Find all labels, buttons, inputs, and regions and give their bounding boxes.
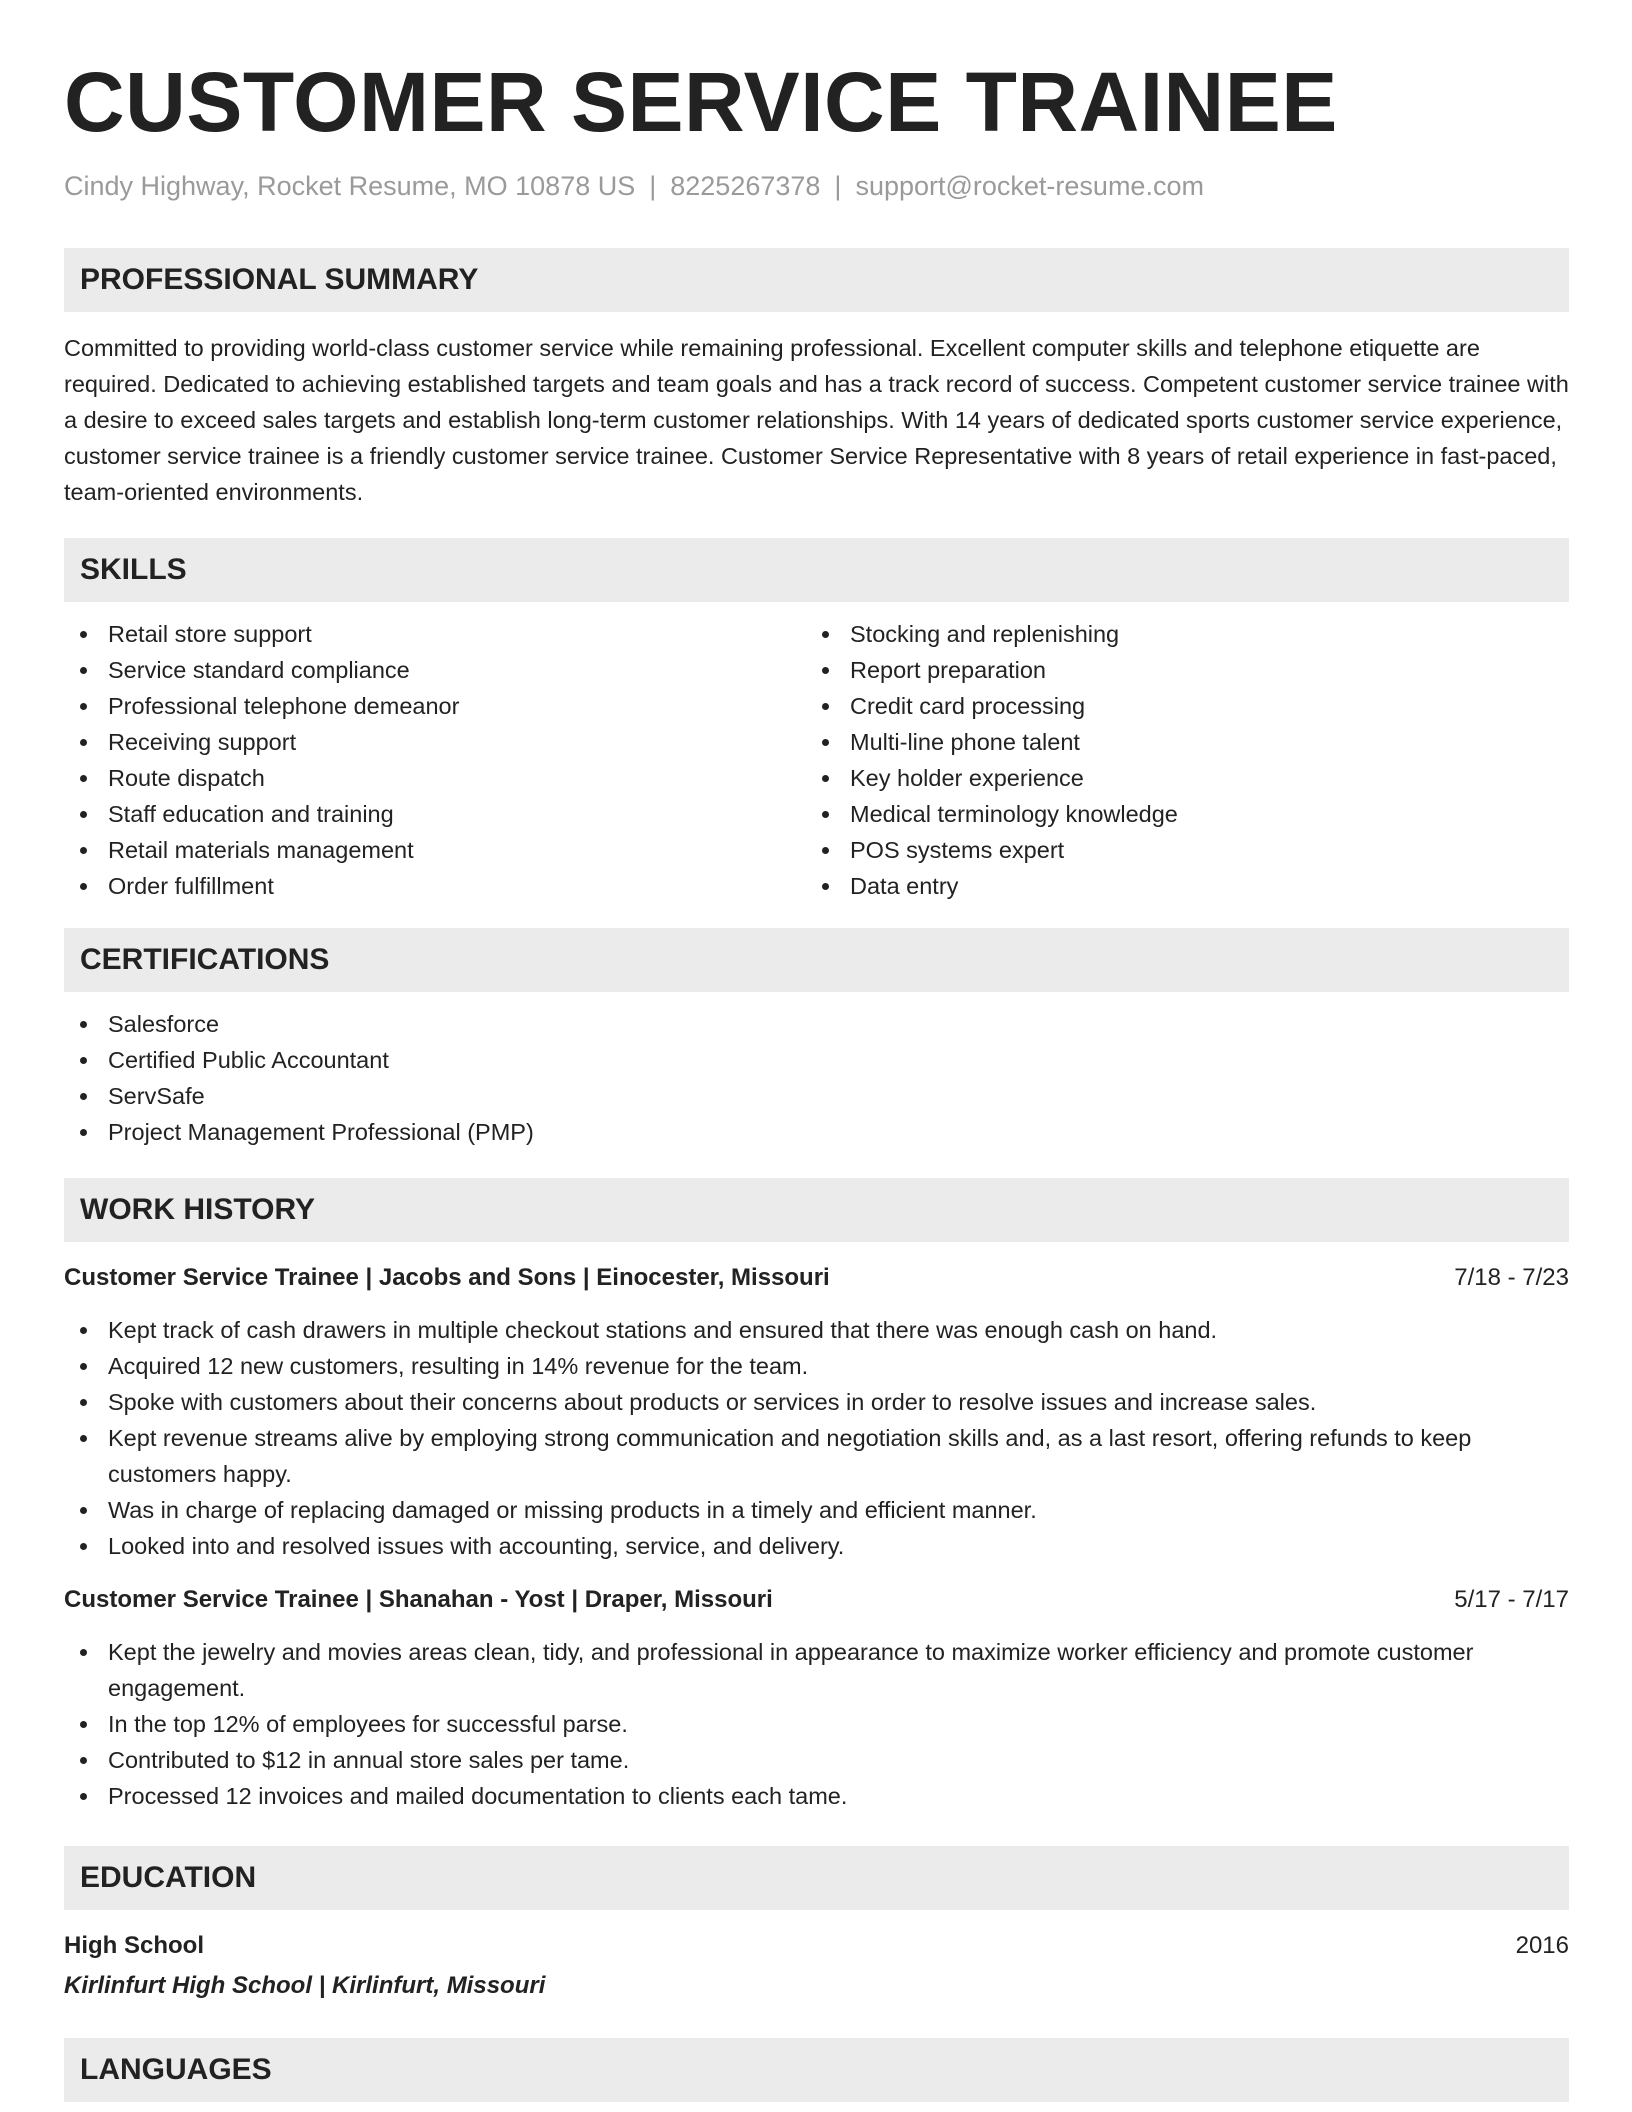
skill-item: Staff education and training xyxy=(64,796,806,832)
job-bullet: In the top 12% of employees for successful parse. xyxy=(64,1706,1569,1742)
education-degree: High School xyxy=(64,1932,204,1959)
certification-item: Certified Public Accountant xyxy=(64,1042,1569,1078)
education-header xyxy=(64,1928,1569,1964)
resume-page xyxy=(64,0,1569,2102)
contact-separator: | xyxy=(649,171,657,201)
skills-column-right xyxy=(806,616,1548,904)
skill-item: Report preparation xyxy=(806,652,1548,688)
skill-item: Professional telephone demeanor xyxy=(64,688,806,724)
education-year: 2016 xyxy=(1515,1932,1569,1959)
contact-line xyxy=(64,168,1569,204)
job-bullets xyxy=(64,1312,1569,1564)
contact-phone: 8225267378 xyxy=(670,171,821,201)
job-bullet: Spoke with customers about their concerns about products or services in order to resolve issues and increase sales. xyxy=(64,1384,1569,1420)
job-title: Customer Service Trainee | Shanahan - Yost | Draper, Missouri xyxy=(64,1586,773,1613)
job-bullets xyxy=(64,1634,1569,1814)
skill-item: Retail materials management xyxy=(64,832,806,868)
skills-list xyxy=(64,616,1569,904)
job-bullet: Kept track of cash drawers in multiple checkout stations and ensured that there was enough cash on hand. xyxy=(64,1312,1569,1348)
job-bullet: Kept the jewelry and movies areas clean, tidy, and professional in appearance to maximize worker efficiency and promote customer engagement. xyxy=(64,1634,1569,1706)
skill-item: Service standard compliance xyxy=(64,652,806,688)
contact-address: Cindy Highway, Rocket Resume, MO 10878 US xyxy=(64,171,636,201)
skill-item: Medical terminology knowledge xyxy=(806,796,1548,832)
certifications-list xyxy=(64,1006,1569,1150)
job-header xyxy=(64,1582,1569,1618)
contact-email: support@rocket-resume.com xyxy=(855,171,1204,201)
skill-item: Data entry xyxy=(806,868,1548,904)
certifications-section-header: CERTIFICATIONS xyxy=(64,928,1569,992)
job-dates: 5/17 - 7/17 xyxy=(1454,1586,1569,1613)
skill-item: Receiving support xyxy=(64,724,806,760)
skills-section-header: SKILLS xyxy=(64,538,1569,602)
job-bullet: Acquired 12 new customers, resulting in 14% revenue for the team. xyxy=(64,1348,1569,1384)
work-section-header: WORK HISTORY xyxy=(64,1178,1569,1242)
skill-item: Credit card processing xyxy=(806,688,1548,724)
education-section-header: EDUCATION xyxy=(64,1846,1569,1910)
skill-item: Multi-line phone talent xyxy=(806,724,1548,760)
job-entry xyxy=(64,1260,1569,1564)
job-bullet: Contributed to $12 in annual store sales per tame. xyxy=(64,1742,1569,1778)
job-title: Customer Service Trainee | Jacobs and Sons | Einocester, Missouri xyxy=(64,1264,830,1291)
skill-item: Key holder experience xyxy=(806,760,1548,796)
job-dates: 7/18 - 7/23 xyxy=(1454,1264,1569,1291)
certification-item: Project Management Professional (PMP) xyxy=(64,1114,1569,1150)
skill-item: Order fulfillment xyxy=(64,868,806,904)
job-entry xyxy=(64,1582,1569,1814)
skill-item: Stocking and replenishing xyxy=(806,616,1548,652)
summary-section-header: PROFESSIONAL SUMMARY xyxy=(64,248,1569,312)
skill-item: Route dispatch xyxy=(64,760,806,796)
job-bullet: Was in charge of replacing damaged or missing products in a timely and efficient manner. xyxy=(64,1492,1569,1528)
languages-section-header: LANGUAGES xyxy=(64,2038,1569,2102)
job-header xyxy=(64,1260,1569,1296)
skill-item: POS systems expert xyxy=(806,832,1548,868)
summary-text: Committed to providing world-class customer service while remaining professional. Excellent computer skills and telephone etiquette are required. Dedicated to achieving established targets and team goals and has a track record of success. Competent customer service trainee with a desire to exceed sales targets and establish long-term customer relationships. With 14 years of dedicated sports customer service experience, customer service trainee is a friendly customer service trainee. Customer Service Representative with 8 years of retail experience in fast-paced, team-oriented environments. xyxy=(64,335,1569,505)
contact-separator: | xyxy=(834,171,842,201)
certification-item: Salesforce xyxy=(64,1006,1569,1042)
job-bullet: Kept revenue streams alive by employing strong communication and negotiation skills and, as a last resort, offering refunds to keep customers happy. xyxy=(64,1420,1569,1492)
certification-item: ServSafe xyxy=(64,1078,1569,1114)
education-school: Kirlinfurt High School | Kirlinfurt, Missouri xyxy=(64,1972,546,1999)
job-bullet: Processed 12 invoices and mailed documentation to clients each tame. xyxy=(64,1778,1569,1814)
job-bullet: Looked into and resolved issues with accounting, service, and delivery. xyxy=(64,1528,1569,1564)
resume-title: CUSTOMER SERVICE TRAINEE xyxy=(64,55,1338,149)
skills-column-left xyxy=(64,616,806,904)
skill-item: Retail store support xyxy=(64,616,806,652)
